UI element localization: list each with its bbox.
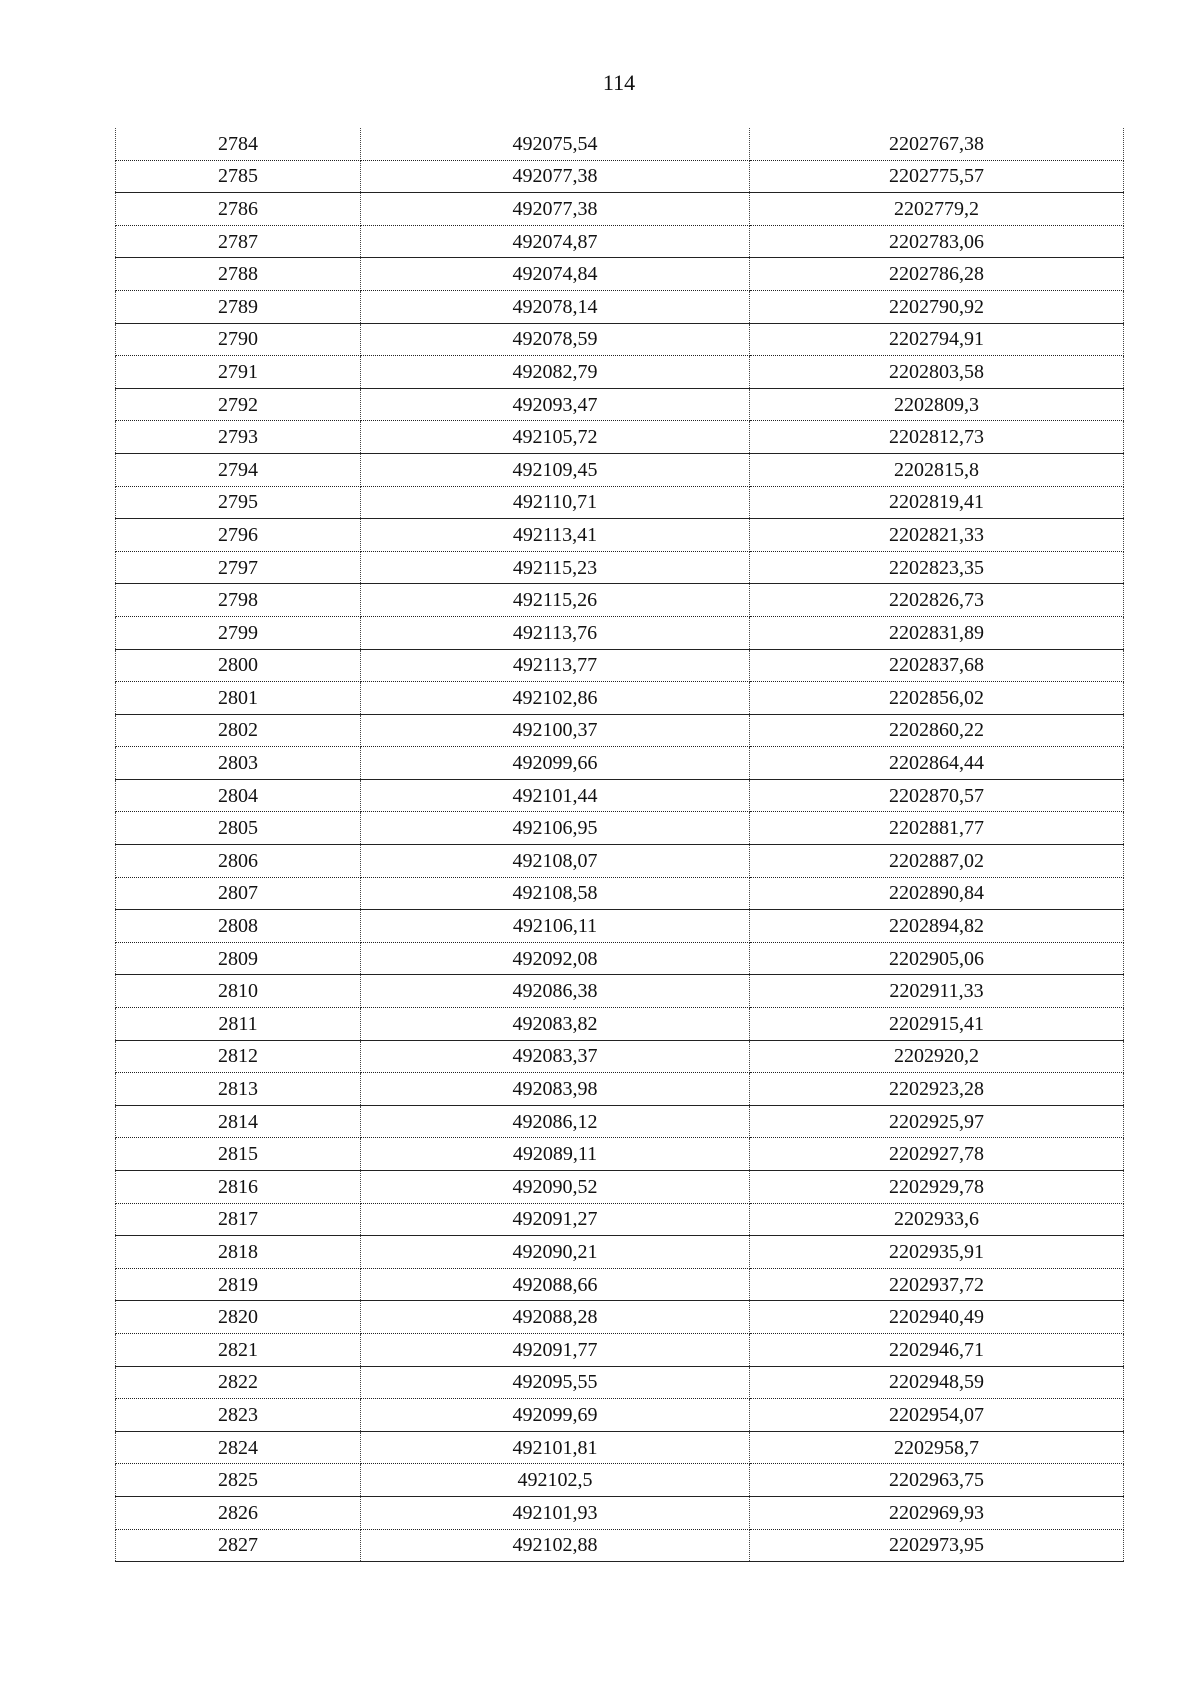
point-number-cell: 2799 bbox=[116, 616, 361, 649]
point-number-cell: 2819 bbox=[116, 1268, 361, 1301]
point-number-cell: 2804 bbox=[116, 779, 361, 812]
y-coordinate-cell: 2202812,73 bbox=[750, 421, 1124, 454]
point-number-cell: 2810 bbox=[116, 975, 361, 1008]
table-row bbox=[116, 1496, 1124, 1529]
y-coordinate-cell: 2202790,92 bbox=[750, 290, 1124, 323]
y-coordinate-cell: 2202915,41 bbox=[750, 1008, 1124, 1041]
y-coordinate-cell: 2202935,91 bbox=[750, 1236, 1124, 1269]
table-row bbox=[116, 323, 1124, 356]
x-coordinate-cell: 492074,84 bbox=[361, 258, 750, 291]
x-coordinate-cell: 492106,11 bbox=[361, 910, 750, 943]
coordinates-table bbox=[115, 128, 1124, 1562]
x-coordinate-cell: 492113,77 bbox=[361, 649, 750, 682]
y-coordinate-cell: 2202937,72 bbox=[750, 1268, 1124, 1301]
x-coordinate-cell: 492099,66 bbox=[361, 747, 750, 780]
y-coordinate-cell: 2202920,2 bbox=[750, 1040, 1124, 1073]
table-row bbox=[116, 160, 1124, 193]
y-coordinate-cell: 2202929,78 bbox=[750, 1171, 1124, 1204]
x-coordinate-cell: 492083,37 bbox=[361, 1040, 750, 1073]
table-row bbox=[116, 1366, 1124, 1399]
point-number-cell: 2794 bbox=[116, 453, 361, 486]
point-number-cell: 2798 bbox=[116, 584, 361, 617]
x-coordinate-cell: 492090,21 bbox=[361, 1236, 750, 1269]
table-row bbox=[116, 1171, 1124, 1204]
y-coordinate-cell: 2202794,91 bbox=[750, 323, 1124, 356]
table-row bbox=[116, 1464, 1124, 1497]
x-coordinate-cell: 492100,37 bbox=[361, 714, 750, 747]
y-coordinate-cell: 2202969,93 bbox=[750, 1496, 1124, 1529]
x-coordinate-cell: 492115,23 bbox=[361, 551, 750, 584]
table-row bbox=[116, 290, 1124, 323]
point-number-cell: 2808 bbox=[116, 910, 361, 943]
y-coordinate-cell: 2202809,3 bbox=[750, 388, 1124, 421]
point-number-cell: 2822 bbox=[116, 1366, 361, 1399]
table-row bbox=[116, 519, 1124, 552]
table-row bbox=[116, 486, 1124, 519]
table-row bbox=[116, 1333, 1124, 1366]
point-number-cell: 2824 bbox=[116, 1431, 361, 1464]
point-number-cell: 2800 bbox=[116, 649, 361, 682]
y-coordinate-cell: 2202864,44 bbox=[750, 747, 1124, 780]
table-row bbox=[116, 551, 1124, 584]
table-row bbox=[116, 1431, 1124, 1464]
table-row bbox=[116, 845, 1124, 878]
point-number-cell: 2805 bbox=[116, 812, 361, 845]
point-number-cell: 2816 bbox=[116, 1171, 361, 1204]
x-coordinate-cell: 492105,72 bbox=[361, 421, 750, 454]
y-coordinate-cell: 2202911,33 bbox=[750, 975, 1124, 1008]
x-coordinate-cell: 492101,44 bbox=[361, 779, 750, 812]
x-coordinate-cell: 492092,08 bbox=[361, 942, 750, 975]
y-coordinate-cell: 2202958,7 bbox=[750, 1431, 1124, 1464]
table-row bbox=[116, 421, 1124, 454]
table-row bbox=[116, 1268, 1124, 1301]
point-number-cell: 2791 bbox=[116, 356, 361, 389]
table-row bbox=[116, 1040, 1124, 1073]
y-coordinate-cell: 2202890,84 bbox=[750, 877, 1124, 910]
table-row bbox=[116, 682, 1124, 715]
y-coordinate-cell: 2202779,2 bbox=[750, 193, 1124, 226]
y-coordinate-cell: 2202927,78 bbox=[750, 1138, 1124, 1171]
point-number-cell: 2803 bbox=[116, 747, 361, 780]
x-coordinate-cell: 492108,58 bbox=[361, 877, 750, 910]
y-coordinate-cell: 2202963,75 bbox=[750, 1464, 1124, 1497]
y-coordinate-cell: 2202887,02 bbox=[750, 845, 1124, 878]
y-coordinate-cell: 2202815,8 bbox=[750, 453, 1124, 486]
x-coordinate-cell: 492078,59 bbox=[361, 323, 750, 356]
table-row bbox=[116, 258, 1124, 291]
x-coordinate-cell: 492086,38 bbox=[361, 975, 750, 1008]
x-coordinate-cell: 492078,14 bbox=[361, 290, 750, 323]
table-row bbox=[116, 649, 1124, 682]
point-number-cell: 2790 bbox=[116, 323, 361, 356]
page-number: 114 bbox=[602, 70, 636, 95]
table-row bbox=[116, 942, 1124, 975]
x-coordinate-cell: 492110,71 bbox=[361, 486, 750, 519]
point-number-cell: 2812 bbox=[116, 1040, 361, 1073]
table-row bbox=[116, 1138, 1124, 1171]
x-coordinate-cell: 492088,28 bbox=[361, 1301, 750, 1334]
x-coordinate-cell: 492099,69 bbox=[361, 1399, 750, 1432]
x-coordinate-cell: 492108,07 bbox=[361, 845, 750, 878]
y-coordinate-cell: 2202940,49 bbox=[750, 1301, 1124, 1334]
coordinates-table-body bbox=[116, 128, 1124, 1562]
table-row bbox=[116, 1236, 1124, 1269]
x-coordinate-cell: 492101,81 bbox=[361, 1431, 750, 1464]
point-number-cell: 2806 bbox=[116, 845, 361, 878]
table-row bbox=[116, 747, 1124, 780]
y-coordinate-cell: 2202831,89 bbox=[750, 616, 1124, 649]
x-coordinate-cell: 492086,12 bbox=[361, 1105, 750, 1138]
y-coordinate-cell: 2202973,95 bbox=[750, 1529, 1124, 1562]
x-coordinate-cell: 492102,88 bbox=[361, 1529, 750, 1562]
table-row bbox=[116, 453, 1124, 486]
point-number-cell: 2787 bbox=[116, 225, 361, 258]
x-coordinate-cell: 492077,38 bbox=[361, 193, 750, 226]
point-number-cell: 2811 bbox=[116, 1008, 361, 1041]
y-coordinate-cell: 2202905,06 bbox=[750, 942, 1124, 975]
x-coordinate-cell: 492113,76 bbox=[361, 616, 750, 649]
table-row bbox=[116, 975, 1124, 1008]
point-number-cell: 2820 bbox=[116, 1301, 361, 1334]
x-coordinate-cell: 492090,52 bbox=[361, 1171, 750, 1204]
table-row bbox=[116, 616, 1124, 649]
point-number-cell: 2818 bbox=[116, 1236, 361, 1269]
y-coordinate-cell: 2202837,68 bbox=[750, 649, 1124, 682]
x-coordinate-cell: 492113,41 bbox=[361, 519, 750, 552]
x-coordinate-cell: 492101,93 bbox=[361, 1496, 750, 1529]
y-coordinate-cell: 2202925,97 bbox=[750, 1105, 1124, 1138]
table-row bbox=[116, 910, 1124, 943]
point-number-cell: 2821 bbox=[116, 1333, 361, 1366]
y-coordinate-cell: 2202826,73 bbox=[750, 584, 1124, 617]
x-coordinate-cell: 492102,5 bbox=[361, 1464, 750, 1497]
point-number-cell: 2797 bbox=[116, 551, 361, 584]
y-coordinate-cell: 2202954,07 bbox=[750, 1399, 1124, 1432]
table-row bbox=[116, 1105, 1124, 1138]
table-row bbox=[116, 1073, 1124, 1106]
point-number-cell: 2792 bbox=[116, 388, 361, 421]
y-coordinate-cell: 2202775,57 bbox=[750, 160, 1124, 193]
table-row bbox=[116, 584, 1124, 617]
point-number-cell: 2817 bbox=[116, 1203, 361, 1236]
x-coordinate-cell: 492095,55 bbox=[361, 1366, 750, 1399]
table-row bbox=[116, 1399, 1124, 1432]
y-coordinate-cell: 2202803,58 bbox=[750, 356, 1124, 389]
y-coordinate-cell: 2202767,38 bbox=[750, 128, 1124, 160]
y-coordinate-cell: 2202786,28 bbox=[750, 258, 1124, 291]
point-number-cell: 2784 bbox=[116, 128, 361, 160]
point-number-cell: 2823 bbox=[116, 1399, 361, 1432]
x-coordinate-cell: 492091,77 bbox=[361, 1333, 750, 1366]
x-coordinate-cell: 492102,86 bbox=[361, 682, 750, 715]
table-row bbox=[116, 714, 1124, 747]
table-row bbox=[116, 812, 1124, 845]
y-coordinate-cell: 2202881,77 bbox=[750, 812, 1124, 845]
y-coordinate-cell: 2202933,6 bbox=[750, 1203, 1124, 1236]
x-coordinate-cell: 492082,79 bbox=[361, 356, 750, 389]
x-coordinate-cell: 492106,95 bbox=[361, 812, 750, 845]
y-coordinate-cell: 2202894,82 bbox=[750, 910, 1124, 943]
table-row bbox=[116, 128, 1124, 160]
x-coordinate-cell: 492089,11 bbox=[361, 1138, 750, 1171]
table-row bbox=[116, 877, 1124, 910]
point-number-cell: 2826 bbox=[116, 1496, 361, 1529]
point-number-cell: 2802 bbox=[116, 714, 361, 747]
table-row bbox=[116, 1301, 1124, 1334]
point-number-cell: 2789 bbox=[116, 290, 361, 323]
table-row bbox=[116, 779, 1124, 812]
point-number-cell: 2795 bbox=[116, 486, 361, 519]
point-number-cell: 2786 bbox=[116, 193, 361, 226]
table-row bbox=[116, 193, 1124, 226]
y-coordinate-cell: 2202923,28 bbox=[750, 1073, 1124, 1106]
x-coordinate-cell: 492077,38 bbox=[361, 160, 750, 193]
point-number-cell: 2825 bbox=[116, 1464, 361, 1497]
point-number-cell: 2793 bbox=[116, 421, 361, 454]
x-coordinate-cell: 492093,47 bbox=[361, 388, 750, 421]
point-number-cell: 2801 bbox=[116, 682, 361, 715]
y-coordinate-cell: 2202856,02 bbox=[750, 682, 1124, 715]
table-row bbox=[116, 1008, 1124, 1041]
y-coordinate-cell: 2202821,33 bbox=[750, 519, 1124, 552]
x-coordinate-cell: 492109,45 bbox=[361, 453, 750, 486]
x-coordinate-cell: 492074,87 bbox=[361, 225, 750, 258]
table-row bbox=[116, 225, 1124, 258]
point-number-cell: 2796 bbox=[116, 519, 361, 552]
y-coordinate-cell: 2202870,57 bbox=[750, 779, 1124, 812]
point-number-cell: 2814 bbox=[116, 1105, 361, 1138]
x-coordinate-cell: 492083,98 bbox=[361, 1073, 750, 1106]
y-coordinate-cell: 2202819,41 bbox=[750, 486, 1124, 519]
y-coordinate-cell: 2202860,22 bbox=[750, 714, 1124, 747]
point-number-cell: 2807 bbox=[116, 877, 361, 910]
x-coordinate-cell: 492115,26 bbox=[361, 584, 750, 617]
table-row bbox=[116, 388, 1124, 421]
point-number-cell: 2813 bbox=[116, 1073, 361, 1106]
point-number-cell: 2788 bbox=[116, 258, 361, 291]
y-coordinate-cell: 2202823,35 bbox=[750, 551, 1124, 584]
x-coordinate-cell: 492091,27 bbox=[361, 1203, 750, 1236]
point-number-cell: 2785 bbox=[116, 160, 361, 193]
point-number-cell: 2815 bbox=[116, 1138, 361, 1171]
x-coordinate-cell: 492083,82 bbox=[361, 1008, 750, 1041]
y-coordinate-cell: 2202948,59 bbox=[750, 1366, 1124, 1399]
table-row bbox=[116, 356, 1124, 389]
table-row bbox=[116, 1203, 1124, 1236]
x-coordinate-cell: 492088,66 bbox=[361, 1268, 750, 1301]
y-coordinate-cell: 2202783,06 bbox=[750, 225, 1124, 258]
point-number-cell: 2827 bbox=[116, 1529, 361, 1562]
x-coordinate-cell: 492075,54 bbox=[361, 128, 750, 160]
point-number-cell: 2809 bbox=[116, 942, 361, 975]
table-row bbox=[116, 1529, 1124, 1562]
y-coordinate-cell: 2202946,71 bbox=[750, 1333, 1124, 1366]
